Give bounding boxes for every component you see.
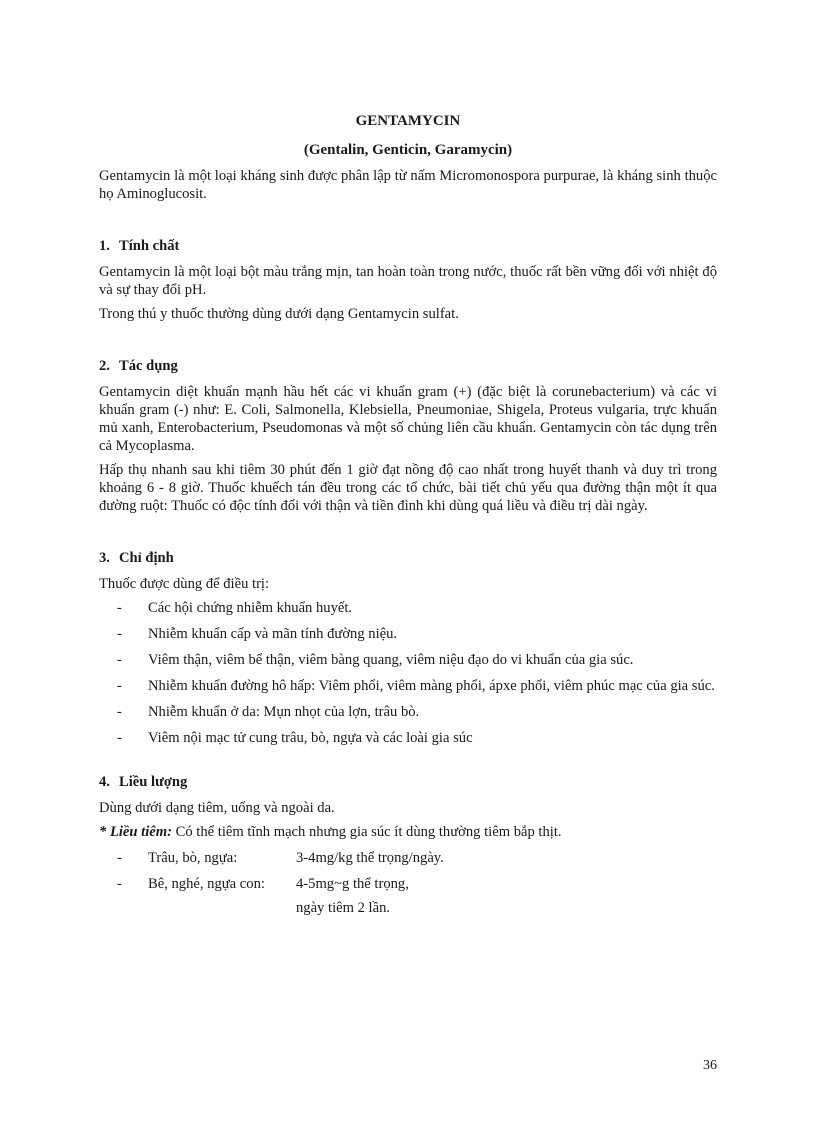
list-item — [99, 729, 717, 747]
dash-bullet: - — [117, 678, 122, 694]
injection-label: * Liều tiêm: — [99, 824, 172, 840]
document-page — [99, 112, 717, 917]
list-item — [99, 625, 717, 643]
section-title: Chỉ định — [119, 550, 174, 566]
document-title: GENTAMYCIN — [355, 113, 461, 129]
paragraph: Trong thú y thuốc thường dùng dưới dạng Gentamycin sulfat. — [99, 306, 459, 322]
list-item — [99, 599, 717, 617]
section-title: Tính chất — [119, 238, 180, 254]
list-item — [99, 651, 717, 669]
indication-list — [99, 599, 717, 747]
intro-paragraph: Gentamycin là một loại kháng sinh được phân lập từ nấm Micromonospora purpurae, là kháng sinh thuộc họ Aminoglucosit. — [99, 168, 717, 202]
list-item — [99, 677, 717, 695]
dose-animal: Trâu, bò, ngựa: — [148, 850, 238, 866]
section-heading-tinh-chat — [99, 237, 717, 255]
list-item — [99, 703, 717, 721]
dose-row — [99, 875, 717, 893]
section-heading-lieu-luong — [99, 773, 717, 791]
paragraph: Gentamycin là một loại bột màu trắng mịn, tan hoàn toàn trong nước, thuốc rất bền vững đối với nhiệt độ và sự thay đổi pH. — [99, 264, 717, 298]
dash-bullet: - — [117, 704, 122, 720]
section-heading-tac-dung — [99, 357, 717, 375]
dose-row — [99, 849, 717, 867]
dash-bullet: - — [117, 730, 122, 746]
paragraph: Hấp thụ nhanh sau khi tiêm 30 phút đến 1 giờ đạt nồng độ cao nhất trong huyết thanh và duy trì trong khoảng 6 - 8 giờ. Thuốc khuếch tán đều trong các tổ chức, bài tiết chủ yếu qua đường thận một ít qua đường ruột: Thuốc có độc tính đối với thận và tiền đình khi dùng quá liều và điều trị dài ngày. — [99, 462, 717, 514]
dash-bullet: - — [117, 876, 122, 892]
injection-paragraph — [99, 823, 717, 841]
dose-value: 3-4mg/kg thể trọng/ngày. — [296, 850, 444, 866]
document-subtitle: (Gentalin, Genticin, Garamycin) — [303, 142, 513, 158]
list-item-text: Viêm thận, viêm bể thận, viêm bàng quang, viêm niệu đạo do vi khuẩn của gia súc. — [148, 652, 634, 668]
section-number: 2. — [99, 358, 110, 374]
section-number: 3. — [99, 550, 110, 566]
dash-bullet: - — [117, 850, 122, 866]
list-item-text: Các hội chứng nhiễm khuẩn huyết. — [148, 600, 353, 616]
section-lead: Dùng dưới dạng tiêm, uống và ngoài da. — [99, 800, 335, 816]
dash-bullet: - — [117, 600, 122, 616]
section-number: 4. — [99, 774, 110, 790]
paragraph: Gentamycin diệt khuẩn mạnh hầu hết các vi khuẩn gram (+) (đặc biệt là corunebacterium) và các vi khuẩn gram (-) như: E. Coli, Salmonella, Klebsiella, Pneumoniae, Shigela, Proteus vulgaria, trực khuẩn mủ xanh, Enterobacterium, Pseudomonas và một số chủng liên cầu khuẩn. Gentamycin còn tác dụng trên cả Mycoplasma. — [99, 384, 717, 454]
dose-list — [99, 849, 717, 917]
list-item-text: Nhiễm khuẩn cấp và mãn tính đường niệu. — [148, 626, 398, 642]
list-item-text: Viêm nội mạc tử cung trâu, bò, ngựa và các loài gia súc — [148, 730, 473, 746]
section-lead: Thuốc được dùng để điều trị: — [99, 576, 270, 592]
page-number: 36 — [703, 1058, 717, 1073]
dose-animal: Bê, nghé, ngựa con: — [148, 876, 265, 892]
section-title: Tác dụng — [119, 358, 178, 374]
list-item-text: Nhiễm khuẩn ở da: Mụn nhọt của lợn, trâu bò. — [148, 704, 420, 720]
list-item-text: Nhiễm khuẩn đường hô hấp: Viêm phổi, viêm màng phổi, ápxe phổi, viêm phúc mạc của gia súc. — [148, 678, 715, 694]
section-title: Liều lượng — [119, 774, 188, 790]
dose-value: 4-5mg~g thể trọng, — [296, 876, 409, 892]
section-heading-chi-dinh — [99, 549, 717, 567]
dash-bullet: - — [117, 626, 122, 642]
dose-value-continued: ngày tiêm 2 lần. — [296, 900, 391, 916]
dash-bullet: - — [117, 652, 122, 668]
injection-text: Có thể tiêm tĩnh mạch nhưng gia súc ít dùng thường tiêm bắp thịt. — [171, 824, 562, 840]
section-number: 1. — [99, 238, 110, 254]
